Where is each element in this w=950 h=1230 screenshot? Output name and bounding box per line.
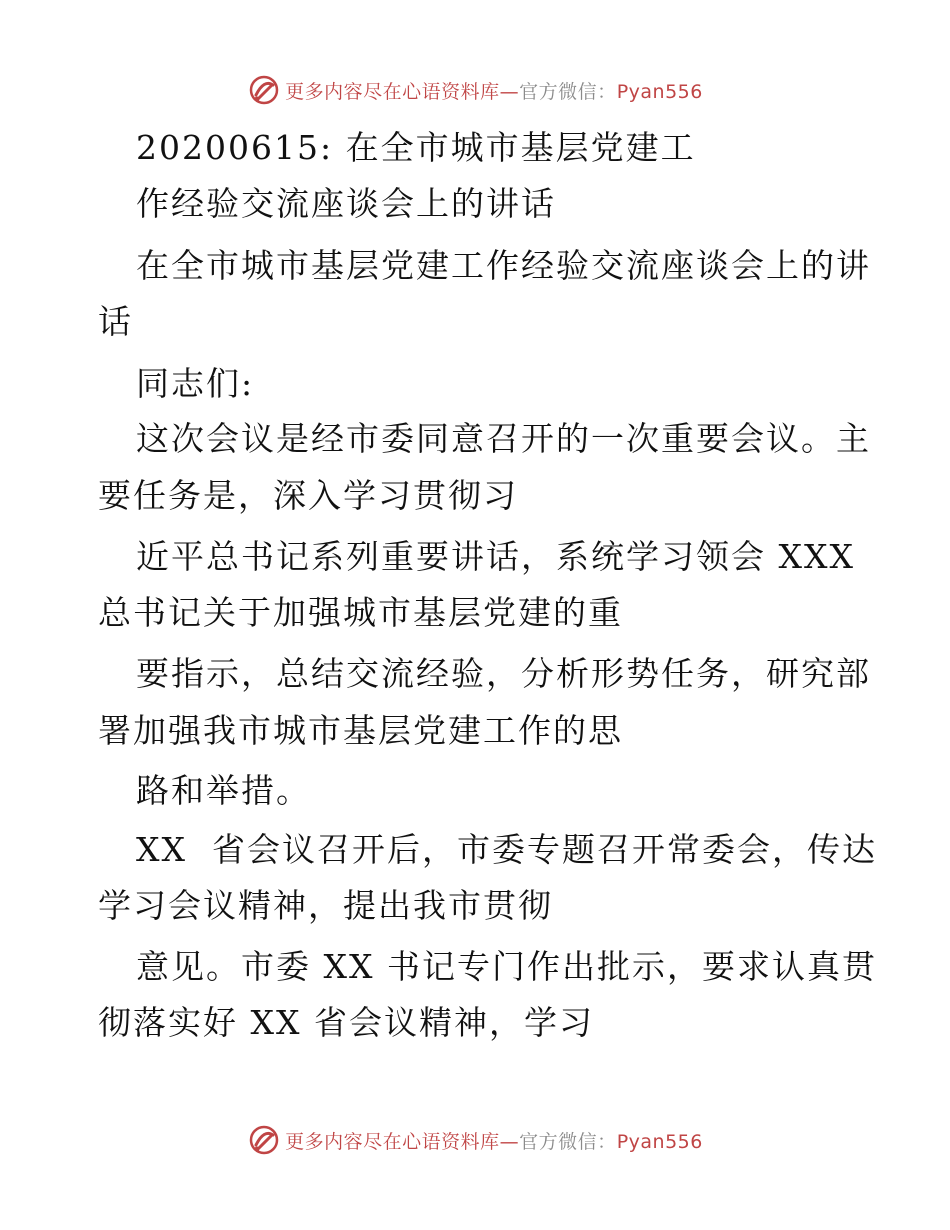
header-watermark xyxy=(0,70,950,110)
watermark-brand: 更多内容尽在心语资料库 xyxy=(285,80,500,103)
watermark-label: 官方微信： xyxy=(519,80,617,103)
paragraph-2-line-1: 近平总书记系列重要讲话，系统学习领会 XXX xyxy=(136,537,855,576)
watermark-id: Pyan556 xyxy=(616,1130,703,1153)
watermark-text xyxy=(285,77,703,104)
watermark-dash: — xyxy=(499,80,520,103)
title-line-2: 作经验交流座谈会上的讲话 xyxy=(136,184,556,223)
paragraph-1-line-1: 这次会议是经市委同意召开的一次重要会议。主 xyxy=(136,419,871,458)
footer-watermark xyxy=(0,1120,950,1160)
paragraph-6-line-1: 意见。市委 XX 书记专门作出批示，要求认真贯 xyxy=(136,947,877,986)
paragraph-3-line-1: 要指示，总结交流经验，分析形势任务，研究部 xyxy=(136,654,871,693)
watermark-brand: 更多内容尽在心语资料库 xyxy=(285,1130,500,1153)
watermark-dash: — xyxy=(499,1130,520,1153)
paragraph-4-line-1: 路和举措。 xyxy=(136,771,311,810)
brand-logo-icon xyxy=(247,1123,281,1157)
paragraph-1-line-2: 要任务是，深入学习贯彻习 xyxy=(98,476,518,515)
paragraph-5-line-1: XX 省会议召开后，市委专题召开常委会，传达 xyxy=(136,830,877,869)
title-line-1: 20200615: 在全市城市基层党建工 xyxy=(136,128,696,167)
paragraph-3-line-2: 署加强我市城市基层党建工作的思 xyxy=(98,711,623,750)
paragraph-5-line-2: 学习会议精神，提出我市贯彻 xyxy=(98,886,553,925)
brand-logo-icon xyxy=(247,73,281,107)
paragraph-2-line-2: 总书记关于加强城市基层党建的重 xyxy=(98,593,623,632)
watermark-id: Pyan556 xyxy=(616,80,703,103)
salutation: 同志们: xyxy=(136,364,255,403)
paragraph-6-line-2: 彻落实好 XX 省会议精神，学习 xyxy=(98,1003,594,1042)
watermark-label: 官方微信： xyxy=(519,1130,617,1153)
heading-line-1: 在全市城市基层党建工作经验交流座谈会上的讲 xyxy=(136,246,871,285)
watermark-text xyxy=(285,1127,703,1154)
heading-line-2: 话 xyxy=(98,302,133,341)
